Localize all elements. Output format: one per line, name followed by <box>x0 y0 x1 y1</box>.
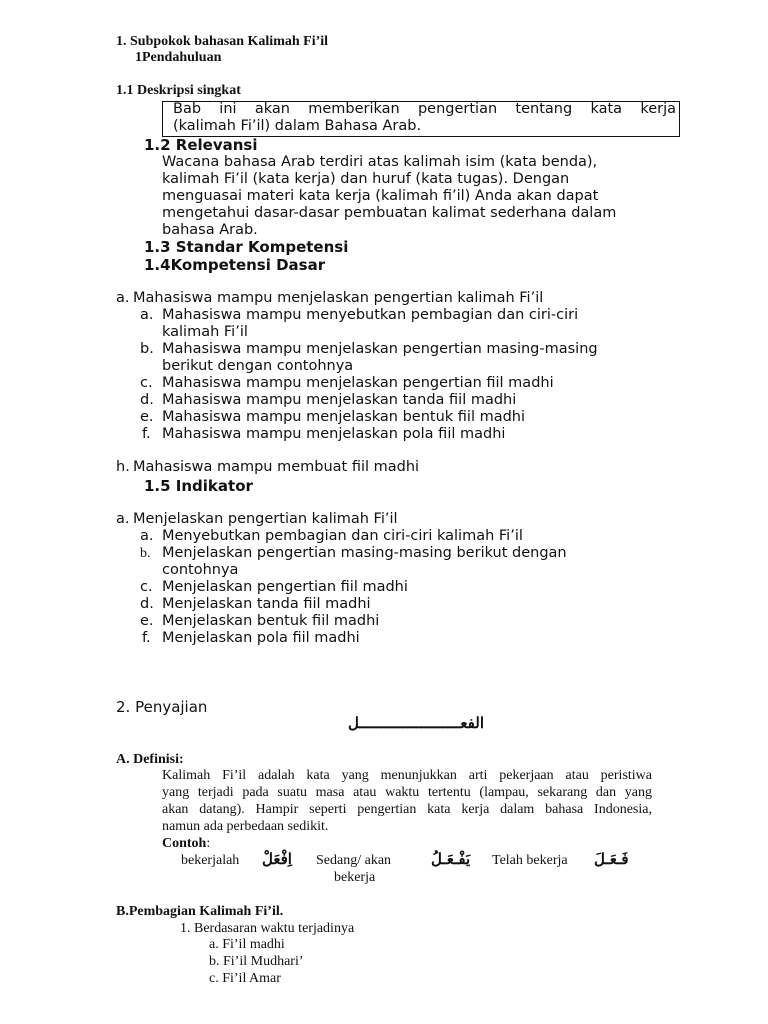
list-marker: e. <box>140 613 154 629</box>
list-marker: f. <box>142 630 151 646</box>
list-marker: d. <box>140 596 154 612</box>
list-item-cont: berikut dengan contohnya <box>162 358 354 374</box>
subpokok-heading: 1. Subpokok bahasan Kalimah Fi’il <box>116 34 329 49</box>
indikator-a-marker: a. <box>116 511 130 527</box>
list-marker: b. <box>140 341 154 357</box>
example-1-arabic: اِفْعَلْ <box>262 852 292 868</box>
indikator-heading: 1.5 Indikator <box>144 477 253 495</box>
relevansi-heading: 1.2 Relevansi <box>144 136 258 154</box>
relevansi-line-3: menguasai materi kata kerja (kalimah fi’il) Anda akan dapat <box>162 188 599 204</box>
kompetensi-a-text: Mahasiswa mampu menjelaskan pengertian kalimah Fi’il <box>133 290 544 306</box>
relevansi-line-5: bahasa Arab. <box>162 222 258 238</box>
list-item: Mahasiswa mampu menjelaskan tanda fiil madhi <box>162 392 517 408</box>
list-marker: c. <box>140 375 153 391</box>
penyajian-heading: 2. Penyajian <box>116 698 208 716</box>
list-marker: a. <box>140 528 154 544</box>
pembagian-item: c. Fi’il Amar <box>209 971 281 986</box>
deskripsi-line-2: (kalimah Fi’il) dalam Bahasa Arab. <box>173 118 422 134</box>
definisi-line-2: yang terjadi pada suatu masa atau waktu tertentu (lampau, sekarang dan yang <box>162 785 652 800</box>
contoh-label-text: Contoh <box>162 836 207 851</box>
list-item: Mahasiswa mampu menjelaskan pola fiil madhi <box>162 426 506 442</box>
deskripsi-heading: 1.1 Deskripsi singkat <box>116 83 241 98</box>
list-item: Menjelaskan tanda fiil madhi <box>162 596 371 612</box>
pembagian-heading: B.Pembagian Kalimah Fi’il. <box>116 904 284 919</box>
pembagian-item: a. Fi’il madhi <box>209 937 285 952</box>
deskripsi-line-1: Bab ini akan memberikan pengertian tentang kata kerja <box>173 101 676 117</box>
definisi-line-1: Kalimah Fi’il adalah kata yang menunjukkan arti pekerjaan atau peristiwa <box>162 768 652 783</box>
relevansi-line-4: mengetahui dasar-dasar pembuatan kalimat sederhana dalam <box>162 205 617 221</box>
list-item-cont: kalimah Fi’il <box>162 324 248 340</box>
kompetensi-h-text: Mahasiswa mampu membuat fiil madhi <box>133 459 420 475</box>
list-item: Menjelaskan bentuk fiil madhi <box>162 613 380 629</box>
example-2-arabic: يَفْـعَـلُ <box>431 852 471 868</box>
kompetensi-heading: 1.4Kompetensi Dasar <box>144 256 326 274</box>
list-item: Menjelaskan pola fiil madhi <box>162 630 360 646</box>
example-1-label: bekerjalah <box>181 853 240 868</box>
indikator-a-text: Menjelaskan pengertian kalimah Fi’il <box>133 511 398 527</box>
list-marker: c. <box>140 579 153 595</box>
list-marker: a. <box>140 307 154 323</box>
definisi-line-4: namun ada perbedaan sedikit. <box>162 819 329 834</box>
example-3-arabic: فَـعَـلَ <box>594 852 629 868</box>
definisi-line-3: akan datang). Hampir seperti pengertian kata kerja dalam bahasa Indonesia, <box>162 802 652 817</box>
standar-heading: 1.3 Standar Kompetensi <box>144 238 349 256</box>
pembagian-sub: 1. Berdasaran waktu terjadinya <box>180 921 355 936</box>
list-item: Mahasiswa mampu menjelaskan pengertian fiil madhi <box>162 375 554 391</box>
list-item: Menjelaskan pengertian masing-masing berikut dengan <box>162 545 567 561</box>
example-3-label: Telah bekerja <box>492 853 568 868</box>
pendahuluan-heading: 1Pendahuluan <box>135 50 222 65</box>
list-item: Mahasiswa mampu menjelaskan bentuk fiil madhi <box>162 409 526 425</box>
list-item: Menyebutkan pembagian dan ciri-ciri kalimah Fi’il <box>162 528 523 544</box>
example-2-label: Sedang/ akan <box>316 853 392 868</box>
relevansi-line-2: kalimah Fi’il (kata kerja) dan huruf (kata tugas). Dengan <box>162 171 570 187</box>
list-item: Mahasiswa mampu menjelaskan pengertian masing-masing <box>162 341 598 357</box>
list-marker: f. <box>142 426 151 442</box>
list-marker: e. <box>140 409 154 425</box>
list-marker: d. <box>140 392 154 408</box>
kompetensi-h-marker: h. <box>116 459 130 475</box>
kompetensi-a-marker: a. <box>116 290 130 306</box>
definisi-heading: A. Definisi: <box>116 752 184 767</box>
pembagian-item: b. Fi’il Mudhari’ <box>209 954 304 969</box>
arabic-title: الفعـــــــــــــــــــــــل <box>348 716 484 732</box>
example-2-label-2: bekerja <box>334 870 376 885</box>
relevansi-line-1: Wacana bahasa Arab terdiri atas kalimah isim (kata benda), <box>162 154 598 170</box>
list-marker: b. <box>140 546 151 561</box>
list-item: Mahasiswa mampu menyebutkan pembagian dan ciri-ciri <box>162 307 579 323</box>
list-item-cont: contohnya <box>162 562 239 578</box>
contoh-label <box>162 836 210 852</box>
list-item: Menjelaskan pengertian fiil madhi <box>162 579 408 595</box>
contoh-colon: : <box>206 836 211 851</box>
